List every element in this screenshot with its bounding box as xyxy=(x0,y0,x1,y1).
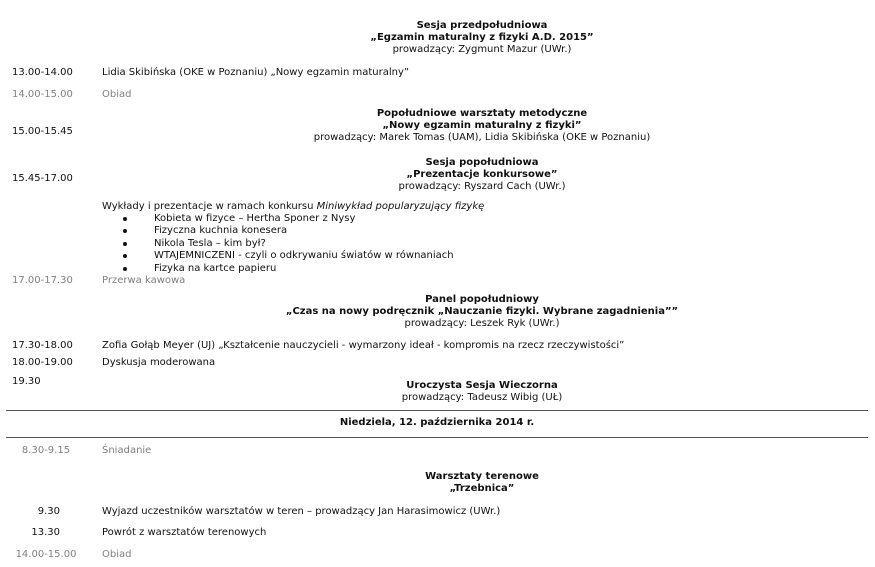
session-block-field xyxy=(182,471,782,495)
session-block-afternoon xyxy=(182,157,782,193)
time-label: 15.45-17.00 xyxy=(12,173,73,184)
time-label: 9.30 xyxy=(37,506,60,517)
session-title: Warsztaty terenowe xyxy=(425,471,539,482)
divider xyxy=(6,410,868,411)
session-subtitle: „Trzebnica” xyxy=(449,483,515,494)
agenda-item: Wyjazd uczestników warsztatów w teren – prowadzący Jan Harasimowicz (UWr.) xyxy=(102,506,501,517)
list-item: Kobieta w fizyce – Hertha Sponer z Nysy xyxy=(120,213,454,225)
list-item: Nikola Tesla – kim był? xyxy=(120,238,454,250)
session-lead: prowadzący: Tadeusz Wibig (UŁ) xyxy=(401,392,563,403)
list-item: Fizyczna kuchnia konesera xyxy=(120,225,454,237)
time-label: 14.00-15.00 xyxy=(12,89,73,100)
session-subtitle: „Prezentacje konkursowe” xyxy=(406,169,558,180)
agenda-item: Zofia Gołąb Meyer (UJ) „Kształcenie nauczycieli - wymarzony ideał - kompromis na rzecz rzeczywistości” xyxy=(102,340,625,351)
time-label: 8.30-9.15 xyxy=(21,445,71,456)
day-header: Niedziela, 12. października 2014 r. xyxy=(339,417,535,428)
session-title: Sesja przedpołudniowa xyxy=(416,20,548,31)
time-label: 19.30 xyxy=(12,376,41,387)
session-block-evening xyxy=(182,380,782,404)
session-lead: prowadzący: Zygmunt Mazur (UWr.) xyxy=(392,44,572,55)
session-subtitle: „Egzamin maturalny z fizyki A.D. 2015” xyxy=(370,32,594,43)
session-block-morning xyxy=(182,20,782,56)
time-label: 14.00-15.00 xyxy=(15,549,77,560)
lectures-list xyxy=(120,213,454,275)
session-lead: prowadzący: Ryszard Cach (UWr.) xyxy=(398,181,566,192)
session-title: Panel popołudniowy xyxy=(425,294,539,305)
time-label: 13.00-14.00 xyxy=(12,67,73,78)
time-label: 17.30-18.00 xyxy=(12,340,73,351)
time-label: 15.00-15.45 xyxy=(12,126,73,137)
agenda-item: Obiad xyxy=(102,89,132,100)
session-title: Uroczysta Sesja Wieczorna xyxy=(406,380,558,391)
divider xyxy=(6,437,868,438)
agenda-item: Śniadanie xyxy=(102,445,152,456)
session-block-workshops xyxy=(182,108,782,144)
session-lead: prowadzący: Marek Tomas (UAM), Lidia Skibińska (OKE w Poznaniu) xyxy=(313,132,651,143)
session-title: Popołudniowe warsztaty metodyczne xyxy=(376,108,588,119)
agenda-item: Obiad xyxy=(102,549,132,560)
agenda-item: Lidia Skibińska (OKE w Poznaniu) „Nowy egzamin maturalny” xyxy=(102,67,410,78)
time-label: 18.00-19.00 xyxy=(12,357,73,368)
session-block-panel xyxy=(182,294,782,330)
agenda-item: Przerwa kawowa xyxy=(102,275,186,286)
agenda-item: Powrót z warsztatów terenowych xyxy=(102,527,267,538)
session-title: Sesja popołudniowa xyxy=(425,157,539,168)
time-label: 17.00-17.30 xyxy=(12,275,73,286)
agenda-item: Dyskusja moderowana xyxy=(102,357,216,368)
list-item: WTAJEMNICZENI - czyli o odkrywaniu światów w równaniach xyxy=(120,250,454,262)
session-lead: prowadzący: Leszek Ryk (UWr.) xyxy=(404,318,560,329)
lectures-intro xyxy=(102,201,484,212)
time-label: 13.30 xyxy=(31,527,60,538)
competition-name: Miniwykład popularyzujący fizykę xyxy=(316,201,485,212)
session-subtitle: „Nowy egzamin maturalny z fizyki” xyxy=(382,120,582,131)
list-item: Fizyka na kartce papieru xyxy=(120,263,454,275)
lectures-intro-text: Wykłady i prezentacje w ramach konkursu xyxy=(102,201,317,212)
session-subtitle: „Czas na nowy podręcznik „Nauczanie fizyki. Wybrane zagadnienia”” xyxy=(285,306,679,317)
